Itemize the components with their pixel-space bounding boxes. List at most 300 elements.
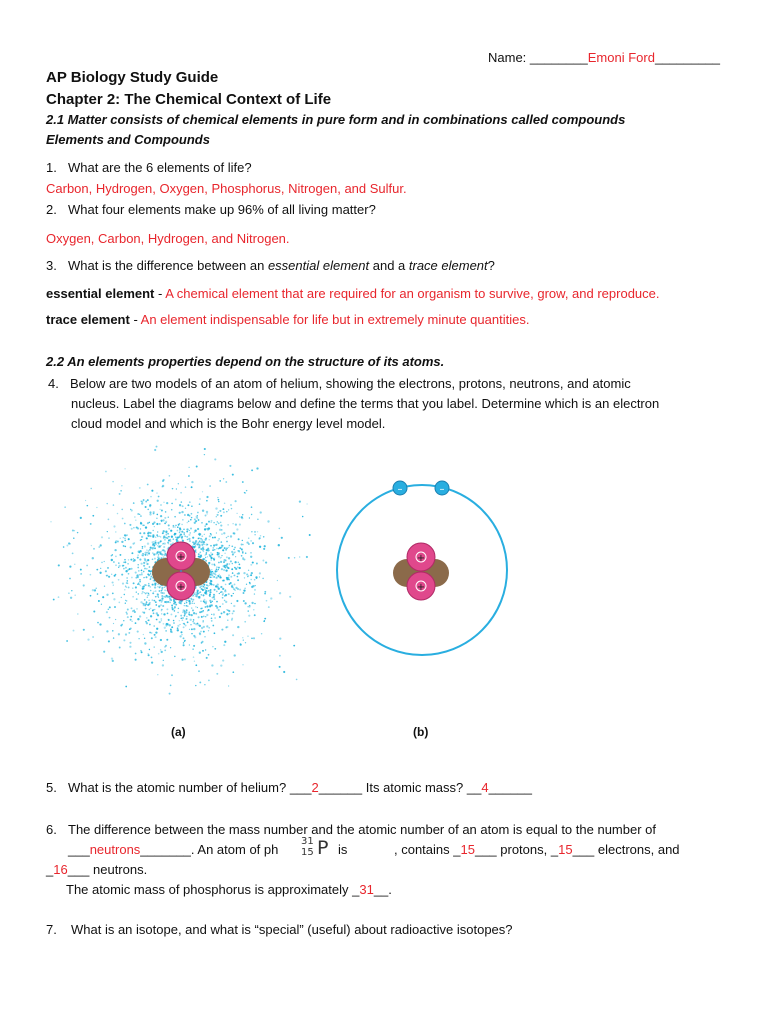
cloud-dot (147, 484, 149, 486)
cloud-dot (232, 553, 234, 555)
cloud-dot (208, 654, 210, 656)
cloud-dot (127, 583, 129, 585)
question-6-l2-mid3: ___ protons, _ (474, 842, 559, 857)
cloud-dot (135, 577, 137, 579)
cloud-dot (199, 557, 201, 559)
cloud-dot (127, 609, 129, 611)
question-4-line1 (48, 376, 631, 392)
cloud-dot (152, 584, 154, 586)
cloud-dot (233, 605, 235, 607)
cloud-dot (218, 499, 220, 501)
cloud-dot (168, 524, 170, 526)
cloud-dot (179, 536, 181, 538)
cloud-dot (147, 522, 149, 524)
cloud-dot (107, 531, 108, 532)
question-4-text-3: cloud model and which is the Bohr energy level model. (71, 416, 386, 431)
cloud-dot (175, 525, 177, 527)
cloud-dot (147, 559, 149, 561)
cloud-dot (199, 540, 201, 542)
question-7 (46, 922, 513, 938)
cloud-dot (148, 619, 150, 621)
cloud-dot (216, 532, 217, 533)
cloud-dot (226, 541, 228, 543)
cloud-dot (237, 588, 239, 590)
cloud-dot (192, 601, 193, 602)
cloud-dot (186, 616, 188, 618)
cloud-dot (143, 605, 144, 606)
cloud-dot (158, 557, 160, 559)
cloud-dot (229, 545, 231, 547)
cloud-dot (161, 595, 163, 597)
question-6-l2-pre: ___ (68, 842, 90, 857)
cloud-dot (238, 572, 240, 574)
cloud-dot (148, 583, 149, 584)
cloud-dot (158, 496, 160, 498)
cloud-dot (309, 534, 311, 536)
cloud-dot (228, 574, 230, 576)
cloud-dot (126, 612, 128, 614)
cloud-dot (196, 595, 198, 597)
question-6-is: is (338, 842, 348, 857)
cloud-dot (198, 519, 200, 521)
cloud-dot (160, 618, 162, 620)
cloud-dot (96, 588, 97, 589)
cloud-dot (164, 589, 166, 591)
cloud-dot (174, 656, 176, 658)
cloud-dot (246, 541, 248, 543)
cloud-dot (164, 627, 166, 629)
cloud-dot (164, 517, 166, 519)
cloud-dot (254, 531, 256, 533)
cloud-dot (155, 604, 157, 606)
cloud-dot (235, 556, 236, 557)
cloud-dot (148, 593, 150, 595)
cloud-dot (264, 545, 266, 547)
cloud-dot (216, 548, 218, 550)
cloud-dot (233, 593, 234, 594)
cloud-dot (128, 559, 129, 560)
cloud-dot (173, 525, 175, 527)
cloud-dot (220, 525, 222, 527)
cloud-dot (234, 575, 235, 576)
cloud-dot (229, 563, 231, 565)
question-1-number: 1. (46, 160, 57, 175)
cloud-dot (263, 536, 265, 538)
cloud-dot (137, 618, 139, 620)
cloud-dot (193, 628, 195, 630)
cloud-dot (259, 546, 261, 548)
cloud-dot (162, 664, 164, 666)
cloud-dot (248, 570, 249, 571)
cloud-dot (193, 619, 195, 621)
cloud-dot (167, 613, 169, 615)
cloud-dot (151, 637, 153, 639)
cloud-dot (170, 685, 172, 687)
cloud-dot (205, 557, 206, 558)
cloud-dot (231, 508, 232, 509)
cloud-dot (211, 614, 212, 615)
cloud-dot (118, 579, 120, 581)
cloud-dot (212, 549, 214, 551)
cloud-dot (101, 562, 103, 564)
cloud-dot (206, 605, 208, 607)
cloud-dot (145, 554, 147, 556)
cloud-dot (177, 526, 179, 528)
cloud-dot (203, 584, 205, 586)
cloud-dot (161, 521, 162, 522)
cloud-dot (66, 640, 68, 642)
cloud-dot (87, 638, 89, 640)
cloud-dot (207, 556, 208, 557)
question-6-answer-atomic-mass: 31 (359, 882, 374, 897)
cloud-dot (153, 521, 155, 523)
cloud-dot (190, 619, 192, 621)
cloud-dot (194, 518, 196, 520)
cloud-dot (218, 562, 220, 564)
question-5-answer1: 2 (311, 780, 319, 795)
cloud-dot (139, 581, 141, 583)
section-2-2-heading: 2.2 An elements properties depend on the structure of its atoms. (46, 354, 445, 369)
cloud-dot (176, 539, 178, 541)
cloud-dot (134, 610, 135, 611)
cloud-dot (151, 632, 153, 634)
cloud-dot (146, 576, 148, 578)
cloud-dot (223, 611, 225, 613)
cloud-dot (218, 548, 220, 550)
cloud-dot (226, 613, 228, 615)
cloud-dot (118, 602, 120, 604)
cloud-dot (157, 586, 159, 588)
cloud-dot (122, 583, 124, 585)
cloud-dot (139, 579, 141, 581)
question-3-mid: and a (369, 258, 409, 273)
diagram-label-b: (b) (413, 725, 429, 739)
cloud-dot (92, 589, 94, 591)
cloud-dot (226, 626, 228, 628)
cloud-dot (212, 537, 214, 539)
cloud-dot (160, 604, 161, 605)
cloud-dot (199, 498, 201, 500)
cloud-dot (258, 538, 259, 539)
cloud-dot (180, 603, 182, 605)
cloud-dot (123, 620, 124, 621)
cloud-dot (250, 579, 251, 580)
cloud-dot (154, 547, 156, 549)
cloud-dot (164, 542, 166, 544)
cloud-dot (144, 545, 146, 547)
cloud-dot (131, 509, 133, 511)
cloud-dot (224, 547, 226, 549)
cloud-dot (183, 626, 185, 628)
cloud-dot (213, 558, 215, 560)
cloud-dot (184, 603, 185, 604)
cloud-dot (155, 553, 157, 555)
question-5-part1: What is the atomic number of helium? ___ (68, 780, 312, 795)
cloud-dot (169, 602, 170, 603)
name-label: Name: ________ (488, 50, 588, 65)
cloud-dot (203, 631, 205, 633)
cloud-dot (142, 588, 144, 590)
cloud-dot (149, 566, 150, 567)
cloud-dot (246, 490, 247, 491)
cloud-dot (231, 603, 232, 604)
cloud-dot (141, 651, 143, 653)
cloud-dot (162, 519, 164, 521)
cloud-dot (199, 547, 201, 549)
cloud-dot (164, 586, 166, 588)
cloud-dot (252, 562, 254, 564)
cloud-dot (159, 545, 161, 547)
cloud-dot (223, 644, 225, 646)
cloud-dot (218, 552, 220, 554)
cloud-dot (186, 531, 188, 533)
cloud-dot (104, 586, 105, 587)
cloud-dot (112, 593, 114, 595)
cloud-dot (136, 598, 138, 600)
cloud-dot (152, 599, 154, 601)
cloud-dot (198, 596, 200, 598)
cloud-dot (147, 597, 148, 598)
cloud-dot (193, 656, 195, 658)
cloud-dot (129, 646, 131, 648)
cloud-dot (194, 661, 195, 662)
cloud-dot (50, 521, 51, 522)
cloud-dot (222, 660, 224, 662)
cloud-dot (232, 572, 234, 574)
cloud-dot (123, 639, 125, 641)
cloud-dot (262, 578, 264, 580)
cloud-dot (262, 560, 264, 562)
cloud-dot (191, 481, 193, 483)
cloud-dot (108, 608, 110, 610)
cloud-dot (170, 539, 172, 541)
cloud-dot (101, 604, 102, 605)
cloud-dot (199, 503, 201, 505)
cloud-dot (266, 600, 268, 602)
cloud-dot (169, 475, 171, 477)
cloud-dot (260, 511, 262, 513)
cloud-dot (148, 585, 150, 587)
cloud-dot (144, 599, 146, 601)
cloud-dot (279, 528, 281, 530)
cloud-dot (211, 617, 213, 619)
question-3-term2: trace element (408, 258, 488, 273)
cloud-dot (215, 524, 217, 526)
cloud-dot (140, 528, 141, 529)
cloud-dot (72, 529, 74, 531)
cloud-dot (108, 519, 110, 521)
cloud-dot (240, 643, 242, 645)
cloud-dot (165, 553, 166, 554)
cloud-dot (130, 559, 132, 561)
cloud-dot (163, 596, 165, 598)
cloud-dot (187, 522, 188, 523)
cloud-dot (204, 589, 206, 591)
cloud-dot (245, 492, 246, 493)
cloud-dot (159, 541, 161, 543)
question-5-part2: ______ Its atomic mass? __ (318, 780, 482, 795)
cloud-dot (139, 559, 141, 561)
cloud-dot (241, 548, 243, 550)
cloud-dot (164, 539, 166, 541)
question-2-number: 2. (46, 202, 57, 217)
cloud-dot (220, 592, 221, 593)
cloud-dot (235, 568, 237, 570)
proton-a-2-sign: + (176, 582, 186, 593)
cloud-dot (202, 510, 204, 512)
cloud-dot (204, 636, 206, 638)
cloud-dot (148, 653, 149, 654)
cloud-dot (189, 467, 190, 468)
cloud-dot (236, 513, 237, 514)
cloud-dot (138, 550, 140, 552)
cloud-dot (202, 621, 203, 622)
cloud-dot (220, 664, 222, 666)
cloud-dot (184, 640, 186, 642)
cloud-dot (184, 615, 186, 617)
cloud-dot (249, 582, 250, 583)
cloud-dot (146, 592, 147, 593)
cloud-dot (194, 542, 196, 544)
cloud-dot (199, 652, 201, 654)
cloud-dot (139, 550, 141, 552)
cloud-dot (234, 583, 236, 585)
cloud-dot (177, 627, 179, 629)
cloud-dot (178, 523, 180, 525)
cloud-dot (218, 512, 219, 513)
cloud-dot (220, 561, 222, 563)
cloud-dot (93, 548, 95, 550)
cloud-dot (181, 501, 182, 502)
cloud-dot (228, 685, 229, 686)
cloud-dot (98, 600, 100, 602)
cloud-dot (125, 567, 127, 569)
cloud-dot (151, 661, 153, 663)
cloud-dot (279, 655, 281, 657)
cloud-dot (202, 491, 203, 492)
question-5-answer2: 4 (481, 780, 489, 795)
cloud-dot (171, 503, 173, 505)
cloud-dot (213, 594, 215, 596)
cloud-dot (208, 680, 210, 682)
cloud-dot (148, 594, 150, 596)
cloud-dot (183, 529, 184, 530)
electron-b-1-sign: – (397, 484, 403, 495)
electron-b-2-sign: – (439, 484, 445, 495)
cloud-dot (145, 506, 147, 508)
cloud-dot (142, 611, 144, 613)
cloud-dot (233, 549, 235, 551)
cloud-dot (250, 552, 251, 553)
cloud-dot (74, 564, 75, 565)
cloud-dot (170, 647, 171, 648)
cloud-dot (215, 574, 217, 576)
cloud-dot (174, 608, 175, 609)
cloud-dot (226, 547, 228, 549)
cloud-dot (289, 596, 291, 598)
cloud-dot (199, 552, 201, 554)
cloud-dot (198, 534, 199, 535)
cloud-dot (221, 568, 223, 570)
cloud-dot (256, 467, 258, 469)
cloud-dot (145, 501, 147, 503)
cloud-dot (148, 574, 150, 576)
cloud-dot (113, 637, 114, 638)
cloud-dot (244, 577, 245, 578)
cloud-dot (142, 603, 144, 605)
cloud-dot (204, 534, 205, 535)
cloud-dot (193, 612, 195, 614)
cloud-dot (207, 585, 209, 587)
cloud-dot (218, 609, 220, 611)
cloud-dot (162, 605, 164, 607)
cloud-dot (155, 631, 157, 633)
cloud-dot (231, 619, 232, 620)
cloud-dot (211, 620, 213, 622)
cloud-dot (142, 546, 143, 547)
cloud-dot (111, 559, 113, 561)
cloud-dot (121, 574, 123, 576)
cloud-dot (108, 537, 109, 538)
cloud-dot (218, 522, 220, 524)
cloud-dot (157, 545, 158, 546)
cloud-dot (204, 525, 206, 527)
cloud-dot (256, 563, 258, 565)
question-6-l3-post: ___ neutrons. (67, 862, 148, 877)
cloud-dot (151, 490, 153, 492)
cloud-dot (151, 657, 153, 659)
cloud-dot (121, 509, 123, 511)
cloud-dot (195, 623, 197, 625)
cloud-dot (70, 597, 72, 599)
cloud-dot (189, 501, 191, 503)
cloud-dot (251, 602, 253, 604)
cloud-dot (195, 613, 197, 615)
cloud-dot (221, 547, 223, 549)
cloud-dot (159, 509, 160, 510)
isotope-symbol: P (317, 837, 329, 859)
cloud-dot (148, 553, 150, 555)
cloud-dot (111, 574, 112, 575)
cloud-dot (177, 625, 179, 627)
cloud-dot (160, 504, 162, 506)
cloud-dot (299, 500, 301, 502)
cloud-dot (97, 593, 99, 595)
cloud-dot (231, 568, 233, 570)
cloud-dot (135, 572, 137, 574)
cloud-dot (124, 594, 125, 595)
cloud-dot (175, 498, 177, 500)
cloud-dot (182, 611, 183, 612)
cloud-dot (213, 564, 215, 566)
cloud-dot (179, 504, 181, 506)
cloud-dot (155, 540, 157, 542)
cloud-dot (137, 631, 139, 633)
cloud-dot (230, 582, 232, 584)
cloud-dot (198, 542, 200, 544)
cloud-dot (147, 499, 149, 501)
cloud-dot (198, 553, 200, 555)
cloud-dot (158, 544, 159, 545)
cloud-dot (143, 532, 145, 534)
cloud-dot (198, 670, 200, 672)
question-4-text-2: nucleus. Label the diagrams below and define the terms that you label. Determine which is an electron (71, 396, 660, 411)
cloud-dot (242, 514, 243, 515)
cloud-dot (191, 614, 193, 616)
cloud-dot (163, 556, 165, 558)
cloud-dot (135, 653, 137, 655)
cloud-dot (199, 633, 201, 635)
